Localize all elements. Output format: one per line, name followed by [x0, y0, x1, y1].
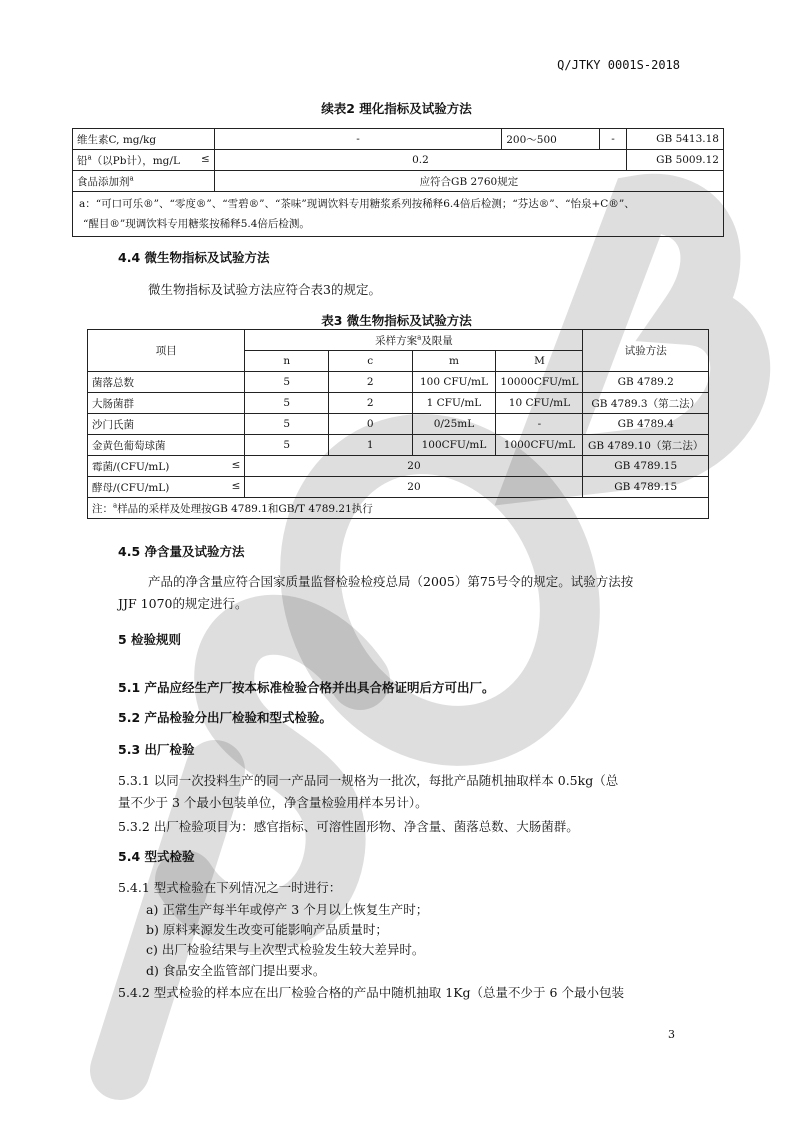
paragraph: 微生物指标及试验方法应符合表3的规定。 [148, 282, 381, 297]
table2-caption: 续表2 理化指标及试验方法 [321, 101, 472, 116]
heading-4-4: 4.4 微生物指标及试验方法 [118, 250, 270, 265]
cell-method: GB 5009.12 [627, 150, 724, 171]
le-symbol: ≤ [231, 458, 241, 471]
heading-5-2: 5.2 产品检验分出厂检验和型式检验。 [118, 710, 332, 725]
header-plan [245, 330, 583, 351]
table-row [88, 372, 709, 393]
cell-c: 1 [328, 435, 412, 456]
cell-n: 5 [245, 372, 329, 393]
cell-item: 菌落总数 [88, 372, 245, 393]
table3-caption: 表3 微生物指标及试验方法 [321, 313, 472, 328]
header-plan-label-suffix: 及限量 [421, 334, 453, 347]
cell-value: - [600, 129, 627, 150]
cell-value: 应符合GB 2760规定 [214, 171, 723, 192]
table-row [88, 456, 709, 477]
cell-method: GB 4789.3（第二法） [583, 393, 709, 414]
header-n: n [245, 351, 329, 372]
cell-value: 20 [245, 456, 583, 477]
table-note-row [73, 192, 724, 237]
le-symbol: ≤ [200, 152, 210, 165]
item-name: 酵母/(CFU/mL) [92, 481, 170, 494]
cell-item: 大肠菌群 [88, 393, 245, 414]
cell-method: GB 4789.2 [583, 372, 709, 393]
list-item: d) 食品安全监管部门提出要求。 [146, 963, 326, 978]
cell-m: 100 CFU/mL [412, 372, 496, 393]
table-row [88, 414, 709, 435]
table-row [73, 171, 724, 192]
item-name: 铅 [77, 154, 88, 167]
cell-item [73, 150, 215, 171]
item-name: 霉菌/(CFU/mL) [92, 460, 170, 473]
note-text: 样品的采样及处理按GB 4789.1和GB/T 4789.21执行 [117, 502, 373, 515]
footnote-mark: a [113, 501, 118, 509]
cell-M: 10 CFU/mL [496, 393, 583, 414]
item-unit: （以Pb计），mg/L [91, 154, 180, 167]
header-m: m [412, 351, 496, 372]
header-plan-label: 采样方案 [375, 334, 418, 347]
cell-method: GB 4789.15 [583, 477, 709, 498]
cell-n: 5 [245, 435, 329, 456]
paragraph-5-3-1: 5.3.1 以同一次投料生产的同一产品同一规格为一批次，每批产品随机抽取样本 0.5kg（总 [118, 773, 619, 788]
header-item: 项目 [88, 330, 245, 372]
note-line: a：“可口可乐®”、“零度®”、“雪碧®”、“茶味”现调饮料专用糖浆系列按稀释6.4倍后检测；“芬达®”、“怡泉+C®”、 [79, 198, 635, 210]
heading-5: 5 检验规则 [118, 632, 182, 647]
cell-item: 沙门氏菌 [88, 414, 245, 435]
table-note-row [88, 498, 709, 519]
footnote-mark: a [417, 333, 422, 341]
list-item: c) 出厂检验结果与上次型式检验发生较大差异时。 [146, 942, 425, 957]
cell-M: 1000CFU/mL [496, 435, 583, 456]
note-line: “醒目®”现调饮料专用糖浆按稀释5.4倍后检测。 [83, 218, 310, 230]
paragraph-continuation: JJF 1070的规定进行。 [118, 596, 248, 611]
paragraph-5-4-2: 5.4.2 型式检验的样本应在出厂检验合格的产品中随机抽取 1Kg（总量不少于 6 个最小包装 [118, 985, 624, 1000]
table-note [88, 498, 709, 519]
cell-value: 0.2 [214, 150, 626, 171]
cell-value: 200～500 [502, 129, 600, 150]
header-method: 试验方法 [583, 330, 709, 372]
cell-m: 1 CFU/mL [412, 393, 496, 414]
cell-item: 维生素C, mg/kg [73, 129, 215, 150]
item-name: 食品添加剂 [77, 175, 130, 188]
cell-c: 2 [328, 393, 412, 414]
cell-method: GB 4789.10（第二法） [583, 435, 709, 456]
cell-m: 0/25mL [412, 414, 496, 435]
table-row [88, 435, 709, 456]
heading-4-5: 4.5 净含量及试验方法 [118, 544, 245, 559]
paragraph-continuation: 量不少于 3 个最小包装单位，净含量检验用样本另计）。 [118, 795, 428, 810]
cell-value: - [214, 129, 501, 150]
table-row [88, 393, 709, 414]
cell-c: 0 [328, 414, 412, 435]
cell-n: 5 [245, 393, 329, 414]
table-row [73, 150, 724, 171]
cell-item [73, 171, 215, 192]
cell-value: 20 [245, 477, 583, 498]
cell-method: GB 5413.18 [627, 129, 724, 150]
table-row [73, 129, 724, 150]
cell-item [88, 456, 245, 477]
header-c: c [328, 351, 412, 372]
standard-code: Q/JTKY 0001S-2018 [557, 58, 680, 72]
table3 [87, 329, 709, 519]
cell-m: 100CFU/mL [412, 435, 496, 456]
cell-method: GB 4789.15 [583, 456, 709, 477]
paragraph-5-4-1: 5.4.1 型式检验在下列情况之一时进行： [118, 880, 342, 895]
table-note [73, 192, 724, 237]
cell-n: 5 [245, 414, 329, 435]
page-number: 3 [668, 1028, 675, 1041]
list-item: b) 原料来源发生改变可能影响产品质量时； [146, 922, 388, 937]
heading-5-4: 5.4 型式检验 [118, 849, 195, 864]
paragraph-5-3-2: 5.3.2 出厂检验项目为：感官指标、可溶性固形物、净含量、菌落总数、大肠菌群。 [118, 819, 579, 834]
paragraph: 产品的净含量应符合国家质量监督检验检疫总局（2005）第75号令的规定。试验方法按 [148, 574, 634, 589]
le-symbol: ≤ [231, 479, 241, 492]
cell-M: 10000CFU/mL [496, 372, 583, 393]
footnote-mark: a [129, 174, 134, 182]
cell-method: GB 4789.4 [583, 414, 709, 435]
table-row [88, 477, 709, 498]
cell-c: 2 [328, 372, 412, 393]
cell-item [88, 477, 245, 498]
footnote-mark: a [87, 153, 92, 161]
list-item: a) 正常生产每半年或停产 3 个月以上恢复生产时； [146, 902, 429, 917]
table-header-row [88, 330, 709, 351]
table2 [72, 128, 724, 237]
heading-5-1: 5.1 产品应经生产厂按本标准检验合格并出具合格证明后方可出厂。 [118, 680, 495, 695]
heading-5-3: 5.3 出厂检验 [118, 742, 195, 757]
cell-M: - [496, 414, 583, 435]
note-prefix: 注： [92, 502, 113, 515]
cell-item: 金黄色葡萄球菌 [88, 435, 245, 456]
header-M: M [496, 351, 583, 372]
